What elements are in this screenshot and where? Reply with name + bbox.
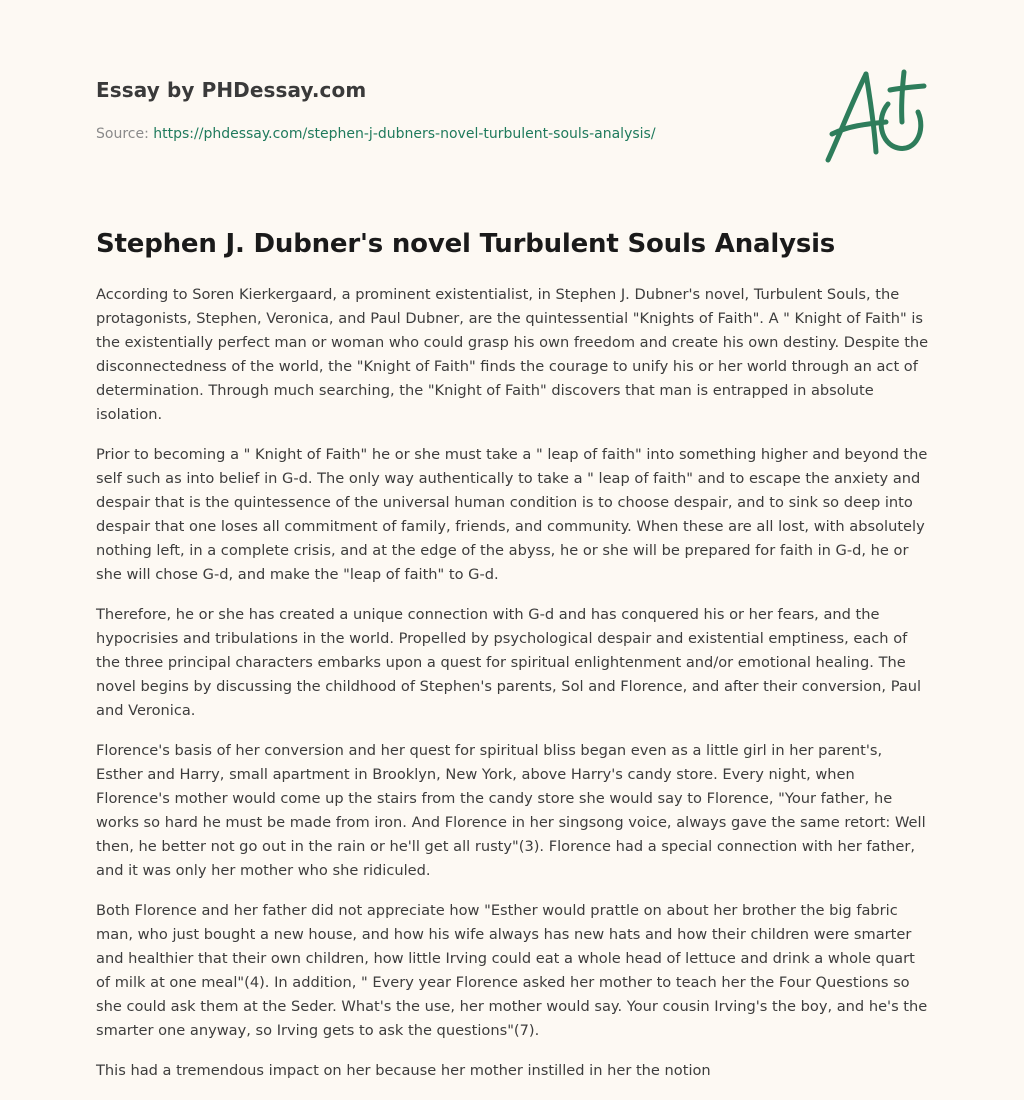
paragraph: Both Florence and her father did not appreciate how "Esther would prattle on about her brother the big fabric man, who just bought a new house, and how his wife always has new hats and how their children were smarter and healthier that their own children, how little Irving could eat a whole head of lettuce and drink a whole quart of milk at one meal"(4). In addition, " Every year Florence asked her mother to teach her the Four Questions so she could ask them at the Seder. What's the use, her mother would say. Your cousin Irving's the boy, and he's the smarter one anyway, so Irving gets to ask the questions"(7). xyxy=(96,902,928,1039)
paragraph: Prior to becoming a " Knight of Faith" he or she must take a " leap of faith" into something higher and beyond the self such as into belief in G-d. The only way authentically to take a " leap of faith" and to escape the anxiety and despair that is the quintessence of the universal human condition is to choose despair, and to sink so deep into despair that one loses all commitment of family, friends, and community. When these are all lost, with absolutely nothing left, in a complete crisis, and at the edge of the abyss, he or she will be prepared for faith in G-d, he or she will chose G-d, and make the "leap of faith" to G-d. xyxy=(96,446,928,583)
paragraph: Florence's basis of her conversion and her quest for spiritual bliss began even as a little girl in her parent's, Esther and Harry, small apartment in Brooklyn, New York, above Harry's candy store. Every night, when Florence's mother would come up the stairs from the candy store she would say to Florence, "Your father, he works so hard he must be made from iron. And Florence in her singsong voice, always gave the same retort: Well then, he better not go out in the rain or he'll get all rusty"(3). Florence had a special connection with her father, and it was only her mother who she ridiculed. xyxy=(96,742,926,879)
paragraph: Therefore, he or she has created a unique connection with G-d and has conquered his or her fears, and the hypocrisies and tribulations in the world. Propelled by psychological despair and existential emptiness, each of the three principal characters embarks upon a quest for spiritual enlightenment and/or emotional healing. The novel begins by discussing the childhood of Stephen's parents, Sol and Florence, and after their conversion, Paul and Veronica. xyxy=(96,606,922,719)
a-plus-logo-icon xyxy=(818,64,930,168)
paragraph: This had a tremendous impact on her because her mother instilled in her the notion xyxy=(96,1062,711,1079)
site-name: Essay by PHDessay.com xyxy=(96,78,367,102)
page-header xyxy=(96,74,796,144)
source-line xyxy=(96,124,796,144)
article-body xyxy=(96,283,930,1099)
source-link[interactable]: https://phdessay.com/stephen-j-dubners-novel-turbulent-souls-analysis/ xyxy=(153,126,656,142)
paragraph: According to Soren Kierkergaard, a prominent existentialist, in Stephen J. Dubner's novel, Turbulent Souls, the protagonists, Stephen, Veronica, and Paul Dubner, are the quintessential "Knights of Faith". A " Knight of Faith" is the existentially perfect man or woman who could grasp his own freedom and create his own destiny. Despite the disconnectedness of the world, the "Knight of Faith" finds the courage to unify his or her world through an act of determination. Through much searching, the "Knight of Faith" discovers that man is entrapped in absolute isolation. xyxy=(96,286,929,423)
article-title: Stephen J. Dubner's novel Turbulent Souls Analysis xyxy=(96,229,836,259)
source-label: Source: xyxy=(96,126,154,142)
